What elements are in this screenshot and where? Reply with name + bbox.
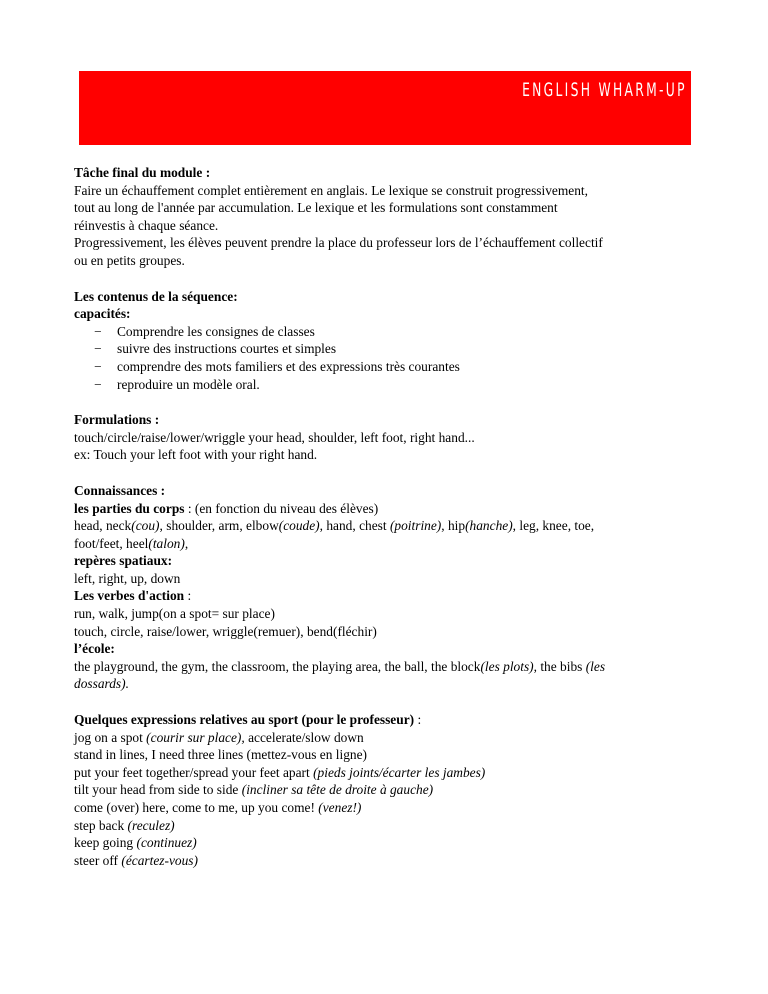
reperes-heading: repères spatiaux: [74,553,173,569]
reperes-line: left, right, up, down [74,570,181,586]
tache-line: réinvestis à chaque séance. [74,217,219,233]
expression-line: put your feet together/spread your feet apart (pieds joints/écarter les jambes) [74,764,486,780]
tache-heading: Tâche final du module : [74,165,211,180]
dash-bullet-icon: − [94,341,102,357]
formulations-line: touch/circle/raise/lower/wriggle your head, shoulder, left foot, right hand... [74,429,475,445]
expression-line: steer off (écartez-vous) [74,852,198,868]
expression-line: jog on a spot (courir sur place), accelerate/slow down [74,729,364,745]
expression-line: tilt your head from side to side (incliner sa tête de droite à gauche) [74,782,434,798]
expression-line: stand in lines, I need three lines (mettez-vous en ligne) [74,747,368,763]
expression-line: keep going (continuez) [74,835,197,851]
body-parts-line: head, neck(cou), shoulder, arm, elbow(coude), hand, chest (poitrine), hip(hanche), leg, knee, toe, [74,518,595,534]
tache-line: ou en petits groupes. [74,252,185,268]
list-item: − reproduire un modèle oral. [94,376,260,392]
verbes-line: run, walk, jump(on a spot= sur place) [74,606,275,622]
capacites-list [74,323,714,393]
tache-line: tout au long de l'année par accumulation. Le lexique et les formulations sont constamment [74,200,558,216]
document-body [74,164,714,869]
tache-line: Progressivement, les élèves peuvent prendre la place du professeur lors de l’échauffement collectif [74,235,603,251]
contenus-heading: Les contenus de la séquence: [74,288,238,304]
expressions-heading: Quelques expressions relatives au sport (pour le professeur) : [74,712,422,728]
capacites-heading: capacités: [74,306,131,322]
tache-line: Faire un échauffement complet entièrement en anglais. Le lexique se construit progressivement, [74,182,588,198]
ecole-line: the playground, the gym, the classroom, the playing area, the ball, the block(les plots), the bibs (les [74,658,606,674]
verbes-line: touch, circle, raise/lower, wriggle(remuer), bend(fléchir) [74,623,377,639]
body-parts-line: foot/feet, heel(talon), [74,535,189,551]
list-item: − suivre des instructions courtes et simples [94,341,337,357]
expression-line: step back (reculez) [74,817,175,833]
ecole-line: dossards). [74,676,129,692]
list-item: − Comprendre les consignes de classes [94,323,315,339]
expression-line: come (over) here, come to me, up you come! (venez!) [74,800,362,815]
dash-bullet-icon: − [94,358,102,374]
ecole-heading: l’école: [74,641,115,657]
connaissances-heading: Connaissances : [74,482,166,498]
verbes-heading: Les verbes d'action : [74,588,192,604]
formulations-heading: Formulations : [74,412,160,428]
header-banner [79,71,691,145]
list-item: − comprendre des mots familiers et des expressions très courantes [94,358,460,374]
dash-bullet-icon: − [94,323,102,339]
banner-title: ENGLISH WHARM-UP [522,79,687,101]
parties-line: les parties du corps : (en fonction du niveau des élèves) [74,500,379,516]
dash-bullet-icon: − [94,376,102,392]
formulations-example: ex: Touch your left foot with your right hand. [74,447,318,463]
